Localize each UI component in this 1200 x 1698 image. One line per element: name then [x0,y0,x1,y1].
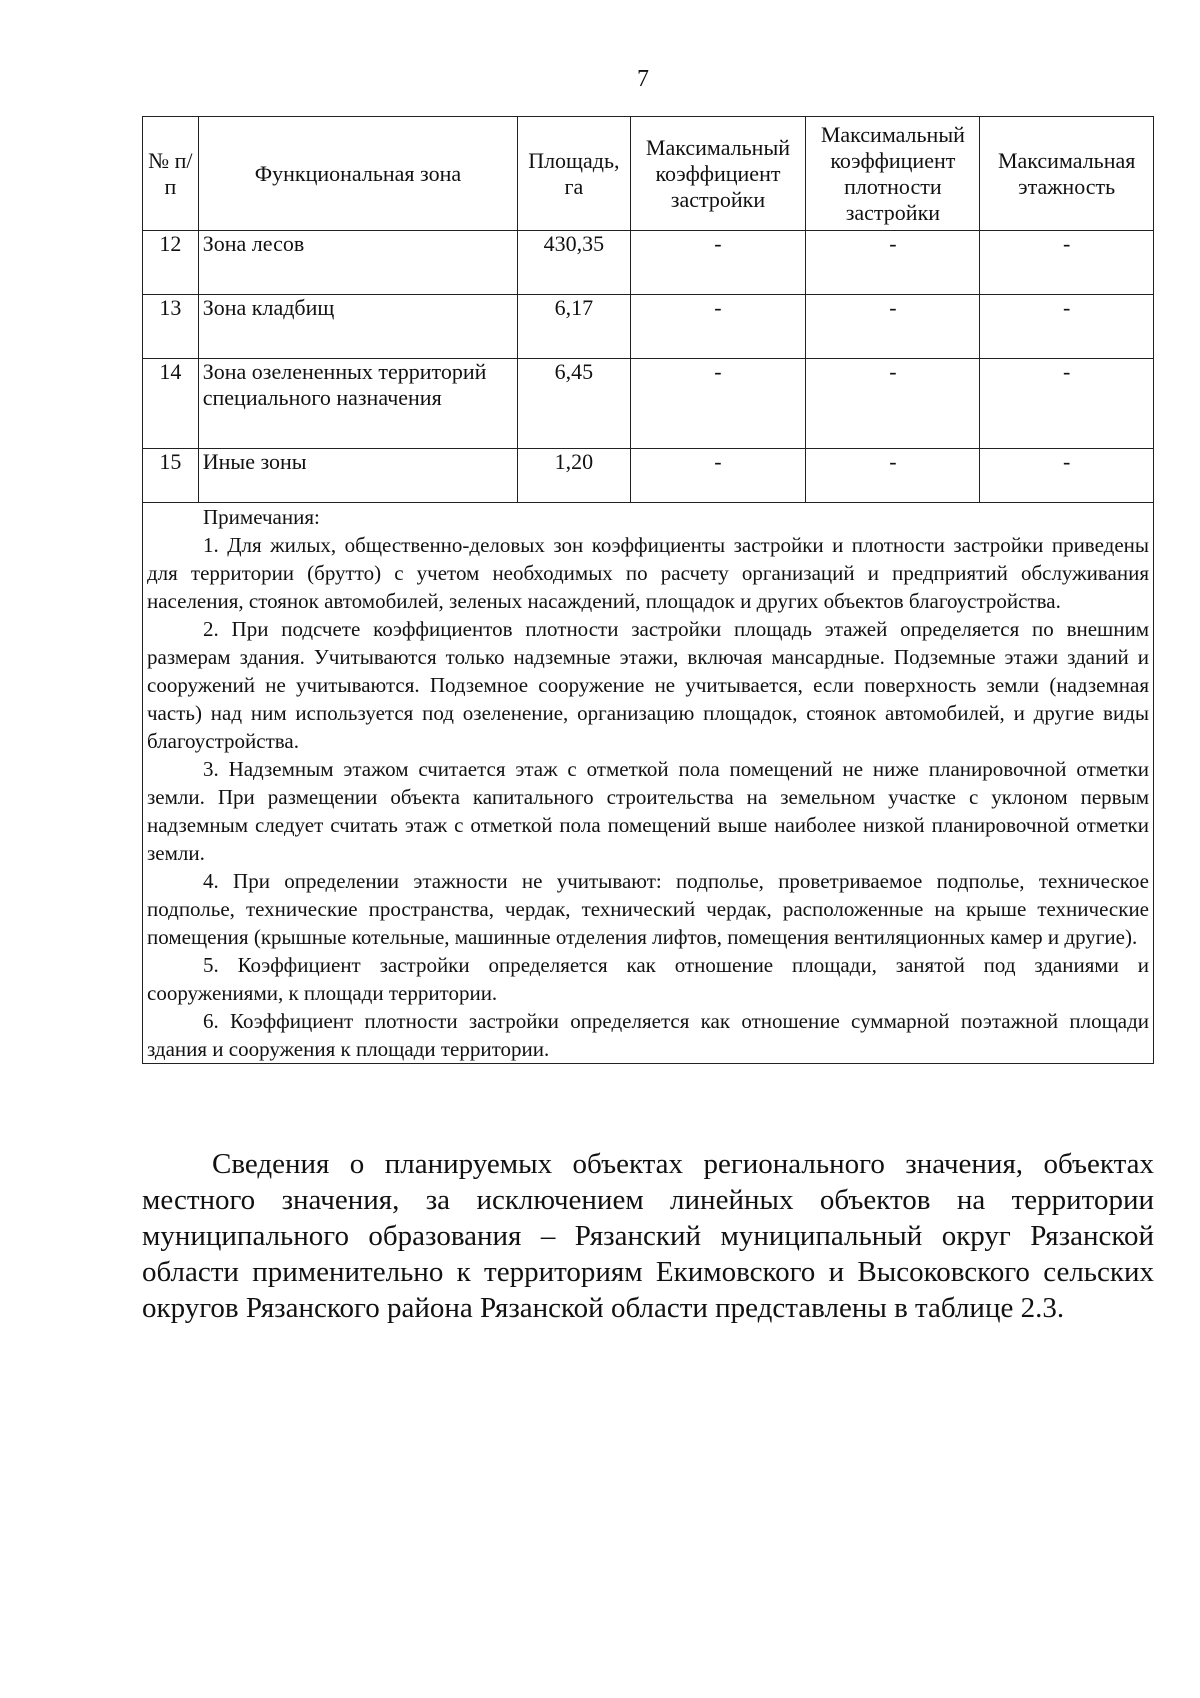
note-6: 6. Коэффициент плотности застройки определяется как отношение суммарной поэтажной площади здания и сооружения к площади территории. [147,1009,1149,1061]
cell-num: 15 [143,449,199,503]
table-row [143,231,1154,295]
header-k-build: Максимальный коэффициент застройки [630,117,806,231]
header-area: Площадь, га [518,117,630,231]
table-row [143,359,1154,449]
cell-num: 12 [143,231,199,295]
notes-title: Примечания: [203,505,320,529]
page-number: 7 [637,66,649,92]
body-paragraph: Сведения о планируемых объектах регионального значения, объектах местного значения, за исключением линейных объектов на территории муниципального образования – Рязанский муниципальный округ Рязанской области применительно к территориям Екимовского и Высоковского сельских округов Рязанского района Рязанской области представлены в таблице 2.3. [142,1148,1154,1324]
header-num: № п/п [143,117,199,231]
notes-cell [143,503,1154,1064]
cell-k-density: - [806,449,980,503]
note-2: 2. При подсчете коэффициентов плотности застройки площадь этажей определяется по внешним размерам здания. Учитываются только надземные этажи, включая мансардные. Подземные этажи зданий и сооружений не учитываются. Подземное сооружение не учитывается, если поверхность земли (надземная часть) над ним используется под озеленение, организацию площадок, стоянок автомобилей, и другие виды благоустройства. [147,617,1149,753]
cell-floors: - [980,359,1154,449]
header-zone: Функциональная зона [198,117,517,231]
cell-zone: Зона лесов [198,231,517,295]
zones-table [142,116,1154,1064]
header-floors: Максимальная этажность [980,117,1154,231]
cell-k-build: - [630,295,806,359]
cell-zone: Зона кладбищ [198,295,517,359]
cell-zone: Иные зоны [198,449,517,503]
note-5: 5. Коэффициент застройки определяется как отношение площади, занятой под зданиями и сооружениями, к площади территории. [147,953,1149,1005]
cell-k-density: - [806,231,980,295]
cell-area: 6,45 [518,359,630,449]
note-4: 4. При определении этажности не учитывают: подполье, проветриваемое подполье, техническое подполье, технические пространства, чердак, технический чердак, расположенные на крыше технические помещения (крышные котельные, машинные отделения лифтов, помещения вентиляционных камер и другие). [147,869,1149,949]
table-header-row [143,117,1154,231]
cell-k-build: - [630,359,806,449]
cell-floors: - [980,295,1154,359]
cell-floors: - [980,231,1154,295]
cell-k-build: - [630,231,806,295]
note-3: 3. Надземным этажом считается этаж с отметкой пола помещений не ниже планировочной отметки земли. При размещении объекта капитального строительства на земельном участке с уклоном первым надземным следует считать этаж с отметкой пола помещений выше наиболее низкой планировочной отметки земли. [147,757,1149,865]
cell-area: 1,20 [518,449,630,503]
cell-area: 430,35 [518,231,630,295]
cell-zone: Зона озелененных территорий специального назначения [198,359,517,449]
table-row [143,449,1154,503]
table-row [143,295,1154,359]
notes-row [143,503,1154,1064]
cell-floors: - [980,449,1154,503]
cell-k-build: - [630,449,806,503]
cell-k-density: - [806,359,980,449]
header-k-density: Максимальный коэффициент плотности застройки [806,117,980,231]
cell-num: 13 [143,295,199,359]
cell-k-density: - [806,295,980,359]
cell-num: 14 [143,359,199,449]
cell-area: 6,17 [518,295,630,359]
note-1: 1. Для жилых, общественно-деловых зон коэффициенты застройки и плотности застройки приведены для территории (брутто) с учетом необходимых по расчету организаций и предприятий обслуживания населения, стоянок автомобилей, зеленых насаждений, площадок и других объектов благоустройства. [147,533,1149,613]
